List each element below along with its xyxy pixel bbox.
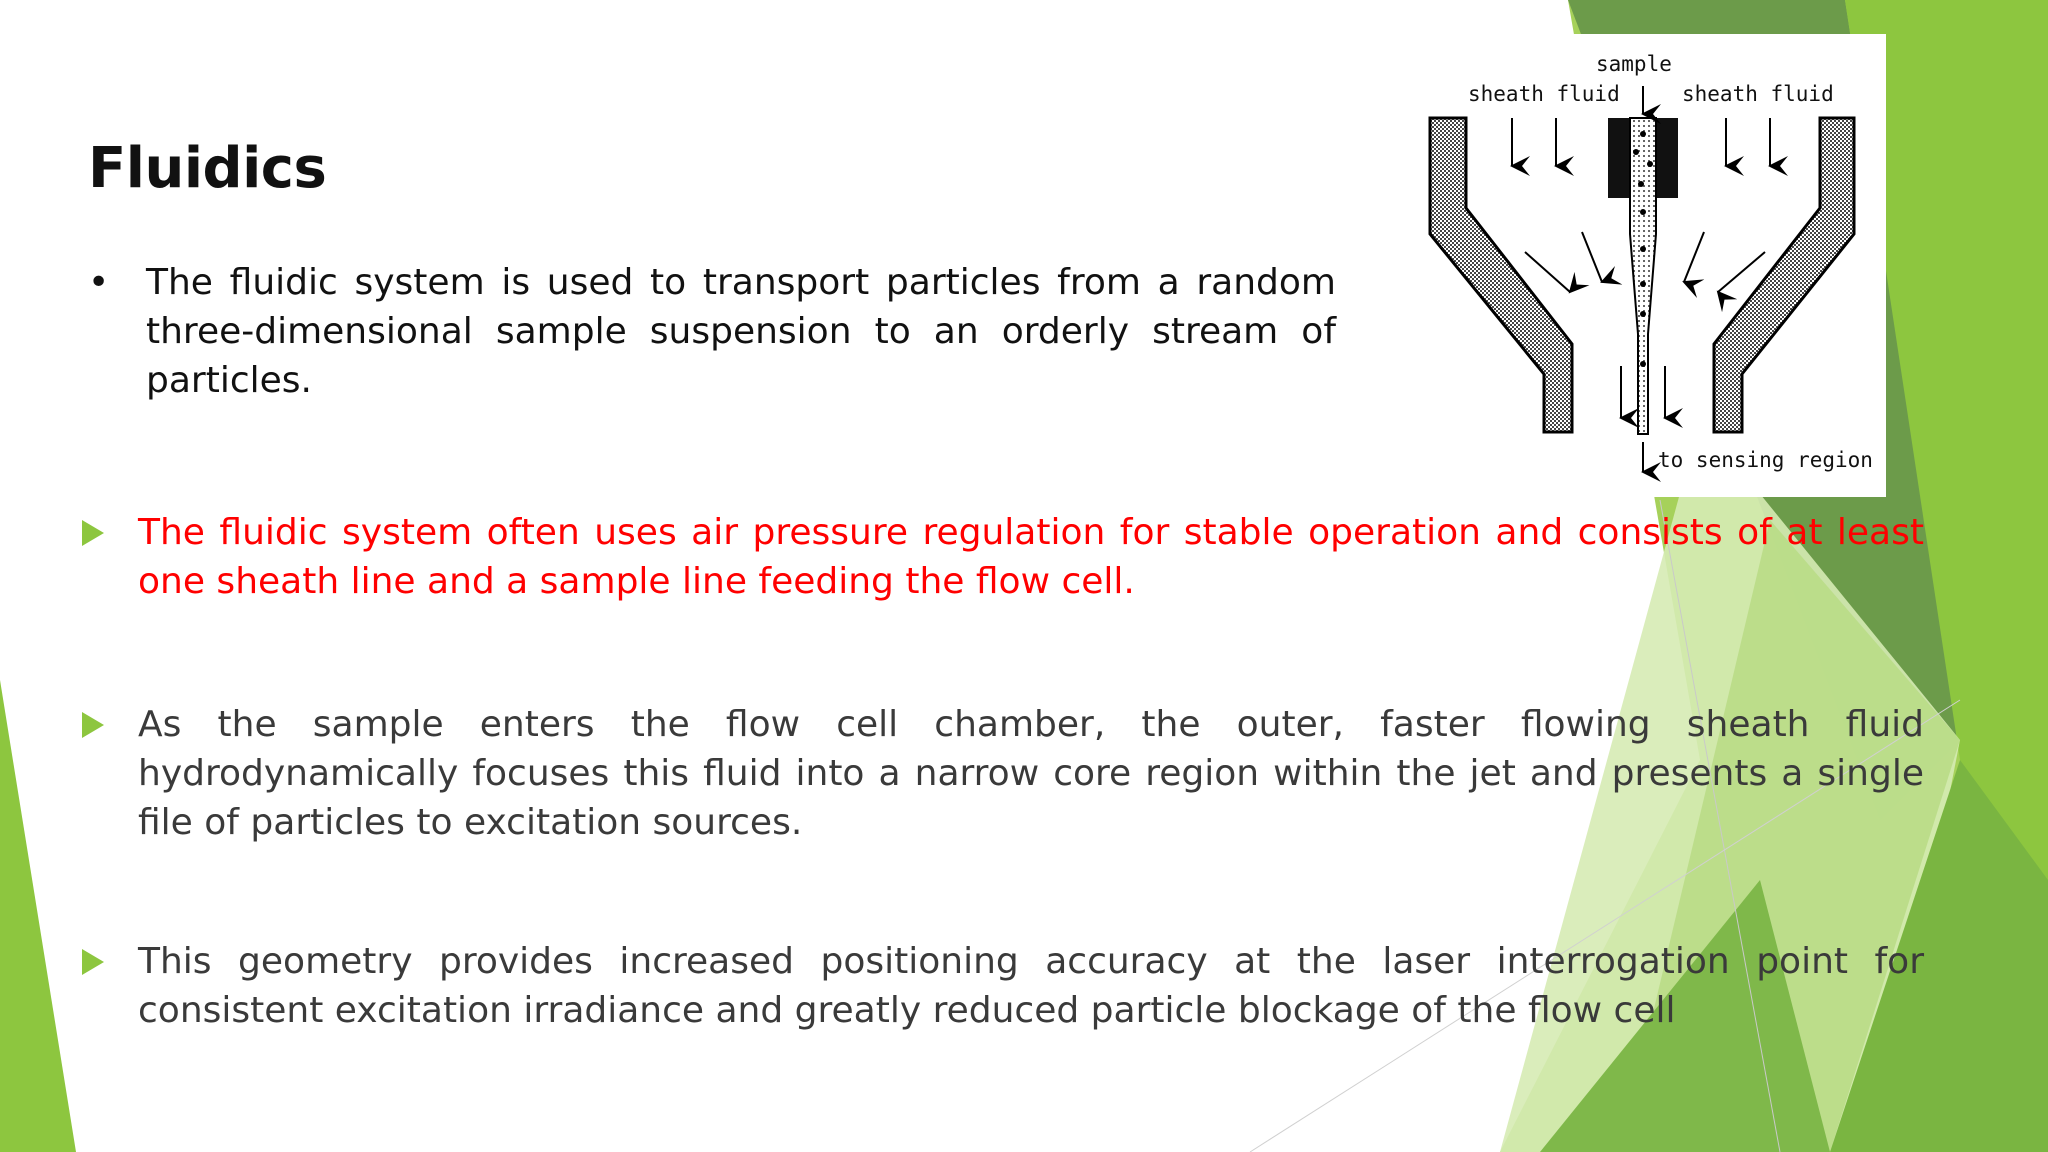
arrow-bullet-icon	[82, 949, 104, 975]
arrow-bullet-icon	[82, 712, 104, 738]
sensing-region-label: to sensing region	[1658, 448, 1873, 472]
intro-paragraph	[88, 258, 1336, 405]
bullet-text: As the sample enters the flow cell chamber, the outer, faster flowing sheath fluid hydrodynamically focuses this fluid into a narrow core region within the jet and presents a single file of particles to excitation sources.	[138, 704, 1924, 843]
bullet-text: This geometry provides increased positioning accuracy at the laser interrogation point for consistent excitation irradiance and greatly reduced particle blockage of the flow cell	[138, 941, 1924, 1031]
bullet-dot: •	[88, 262, 110, 303]
right-wall	[1714, 118, 1854, 432]
bullet-text: The fluidic system often uses air pressure regulation for stable operation and consists of at least one sheath line and a sample line feeding the flow cell.	[138, 512, 1924, 602]
intro-text: The fluidic system is used to transport particles from a random three-dimensional sample suspension to an orderly stream of particles.	[146, 262, 1336, 401]
bullet-item-1	[82, 508, 1924, 606]
sample-label: sample	[1596, 52, 1672, 76]
bullet-item-2	[82, 700, 1924, 847]
flow-cell-diagram	[1412, 34, 1886, 497]
arrow-bullet-icon	[82, 520, 104, 546]
bullet-item-3	[82, 937, 1924, 1035]
sheath-fluid-left-label: sheath fluid	[1468, 82, 1620, 106]
slide-title: Fluidics	[88, 136, 327, 201]
sheath-fluid-right-label: sheath fluid	[1682, 82, 1834, 106]
